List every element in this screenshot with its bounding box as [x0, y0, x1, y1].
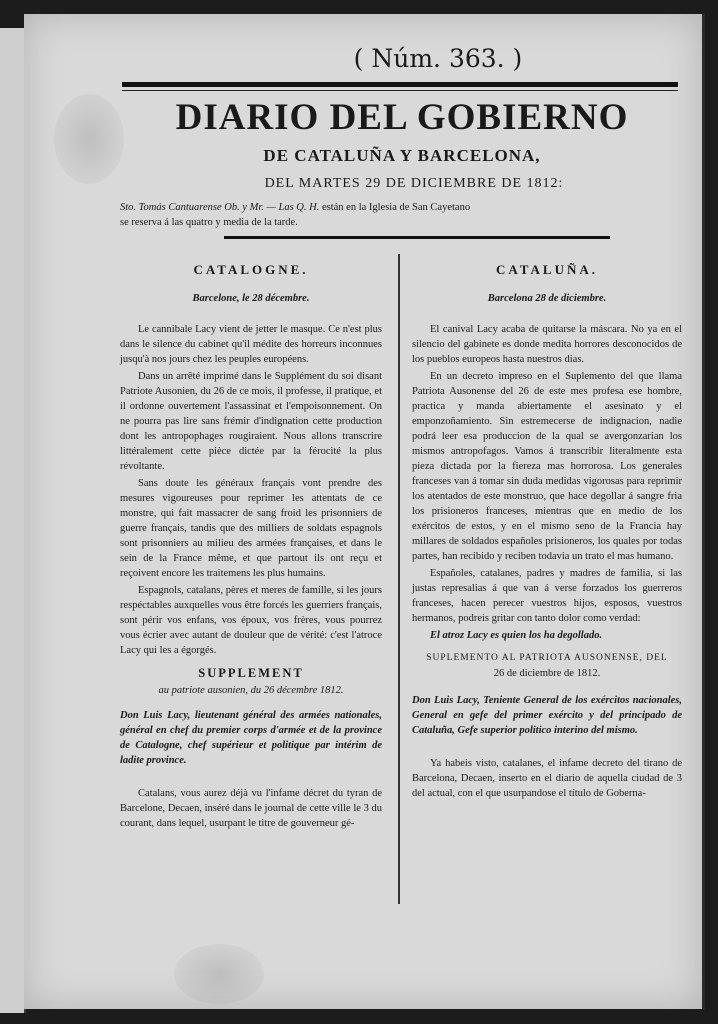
- masthead-title: DIARIO DEL GOBIERNO: [175, 97, 629, 138]
- section-heading: CATALOGNE.: [193, 262, 309, 277]
- section-heading: CATALUÑA.: [496, 262, 598, 277]
- column-divider: [398, 254, 400, 904]
- newspaper-page: [24, 14, 705, 1009]
- header-rule: [224, 236, 610, 239]
- article-paragraph: En un decreto impreso en el Suplemento del que llama Patriota Ausonense del 26 de este mes profesa ese hombre, practica y manda abiertamente el asesinato y el emponzoñamiento. Sin estremecerse de indignacion, nadie podrá leer esa produccion de la qual se avergonzarian los mismos antropofagos. Vamos á transcribir literalmente esta pieza dictada por la fiereza mas horrorosa. Los generales franceses van á tomar sin duda medidas vigorosas para reprimir los atentados de este monstruo, que hace degollar á sangre fria los prisioneros franceses, mientras que en medio de los exércitos de estos, y en el mismo seno de la Francia hay millares de soldados españoles prisioneros, los quales por todas partes, han recibido y reciben todavia un trato el mas humano.: [412, 371, 682, 562]
- stain-mark: [54, 94, 124, 184]
- spanish-column: [412, 254, 682, 803]
- issue-dateline: DEL MARTES 29 DE DICIEMBRE DE 1812:: [264, 176, 564, 191]
- article-paragraph: Catalans, vous aurez déjà vu l'infame décret du tyran de Barcelone, Decaen, inséré dans le journal de cette ville le 3 du courant, dans lequel, usurpant le titre de gouverneur gé-: [120, 788, 382, 829]
- section-dateline: Barcelona 28 de diciembre.: [487, 293, 607, 304]
- french-column: [120, 254, 382, 833]
- supplement-date: 26 de diciembre de 1812.: [493, 668, 601, 679]
- decree-title: Don Luis Lacy, Teniente General de los exércitos nacionales, General en gefe del primer exército y del principado de Cataluña, Gefe superior politico interino del mismo.: [412, 695, 682, 736]
- supplement-subheading: au patriote ausonien, du 26 décembre 1812.: [158, 685, 344, 696]
- adjacent-page-edge: [0, 28, 26, 1013]
- masthead-subtitle: DE CATALUÑA Y BARCELONA,: [263, 146, 541, 165]
- closing-line: El atroz Lacy es quien los ha degollado.: [430, 630, 603, 641]
- article-paragraph: Dans un arrêté imprimé dans le Supplément du soi disant Patriote Ausonien, du 26 de ce mois, il professe, il pratique, et il ordonne ouvertement l'assassinat et l'empoisonnement. On ne pourra pas lire sans frémir d'indignation cette production dont les antropophages rougiraient. Nous allons transcrire littéralement cette pièce dictée par la férocité la plus révoltante.: [120, 371, 382, 472]
- top-rule-thin: [122, 90, 678, 91]
- supplement-heading: SUPPLEMENT: [198, 666, 304, 680]
- article-paragraph: Espagnols, catalans, pères et meres de famille, si les jours respéctables auxquelles vous être forcés les guerriers français, sont périr vos enfans, vos époux, vos frères, vous pourrez vous écrier avec autant de douleur que de vérité: c'est l'atroce Lacy qui les a égorgés.: [120, 585, 382, 656]
- stain-mark: [174, 944, 264, 1004]
- saints-line-2: se reserva á las quatro y media de la tarde.: [120, 217, 298, 228]
- saints-line-1a: Sto. Tomás Cantuarense Ob. y Mr. — Las Q. H.: [120, 202, 320, 213]
- saints-notice: [120, 200, 690, 230]
- section-dateline: Barcelone, le 28 décembre.: [192, 293, 310, 304]
- article-paragraph: Le cannibale Lacy vient de jetter le masque. Ce n'est plus dans le silence du cabinet qu'il médite des horreurs inconnues jusqu'à nos jours chez les peuples européens.: [120, 324, 382, 365]
- article-paragraph: Sans doute les généraux français vont prendre des mesures vigoureuses pour reprimer les attentats de ce monstre, qui fait massacrer de sang froid les prisonniers de guerre français, tandis que des milliers de soldats espagnols sont prisonniers au milieu des armées françaises, et dans le sein de la France même, et que partout ils ont reçu et reçoivent encore les traitemens les plus humains.: [120, 478, 382, 579]
- issue-number: ( Núm. 363. ): [353, 44, 523, 73]
- article-paragraph: Españoles, catalanes, padres y madres de familia, si las justas represalias á que van á verse forzados los guerreros franceses, hacen perecer vuestros hijos, esposos, vuestros hermanos, podreis gritar con tanto dolor como verdad:: [412, 568, 682, 624]
- supplement-heading: SUPLEMENTO AL PATRIOTA AUSONENSE, DEL: [426, 653, 668, 663]
- saints-line-1b: están en la Iglesia de San Cayetano: [319, 202, 471, 213]
- top-rule: [122, 82, 678, 87]
- decree-title: Don Luis Lacy, lieutenant général des armées nationales, général en chef du premier corps d'armée et de la province de Catalogne, chef supérieur et politique par intérim de ladite province.: [120, 710, 382, 766]
- article-paragraph: El canival Lacy acaba de quitarse la máscara. No ya en el silencio del gabinete es donde medita horrores desconocidos de los pueblos europeos hasta nuestros dias.: [412, 324, 682, 365]
- article-paragraph: Ya habeis visto, catalanes, el infame decreto del tirano de Barcelona, Decaen, inserto en el diario de aquella ciudad de 3 del actual, con el que usurpandose el título de Goberna-: [412, 758, 682, 799]
